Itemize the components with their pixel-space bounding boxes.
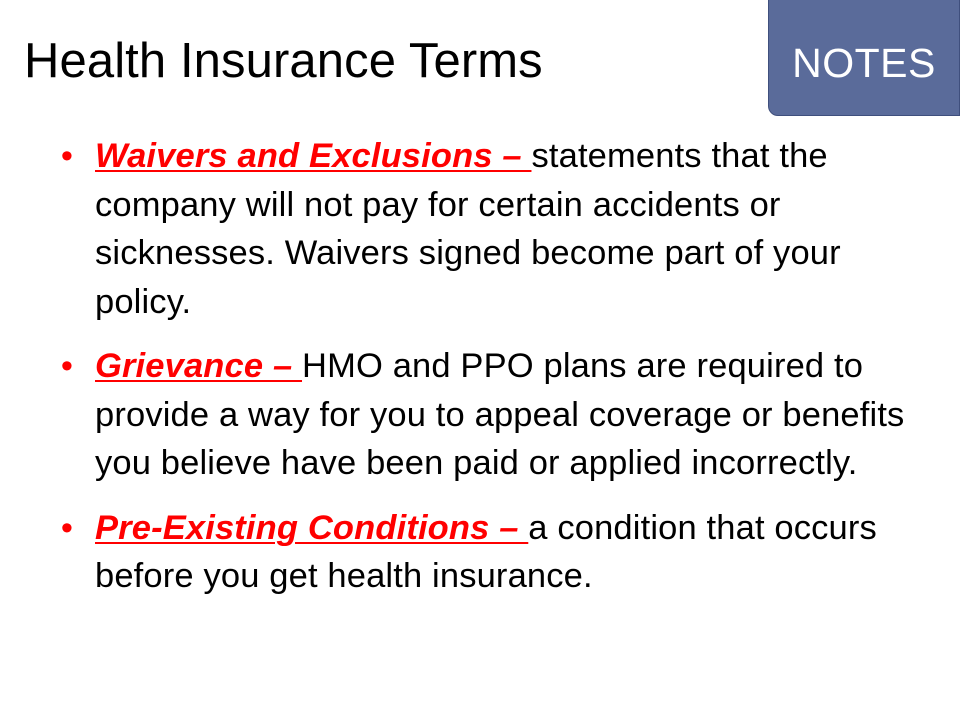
term-pre-existing-conditions: Pre-Existing Conditions –: [95, 508, 529, 547]
definition-grievance: HMO and PPO plans are required to provide a way for you to appeal coverage or benefits you believe have been paid or applied incorrectly.: [95, 347, 905, 482]
definition-pre-existing-conditions: a condition that occurs before you get health insurance.: [95, 508, 877, 595]
notes-tab-label: NOTES: [792, 40, 936, 86]
term-waivers-exclusions: Waivers and Exclusions –: [95, 137, 532, 175]
notes-tab[interactable]: [768, 0, 960, 116]
slide-title: Health Insurance Terms: [24, 34, 543, 88]
bullet-dot-icon: •: [60, 347, 74, 385]
term-grievance: Grievance –: [95, 347, 303, 385]
definition-waivers-exclusions: statements that the company will not pay for certain accidents or sicknesses. Waivers signed become part of your policy.: [95, 137, 841, 321]
bullet-list: [54, 132, 924, 601]
bullet-dot-icon: •: [60, 508, 74, 547]
bullet-dot-icon: •: [60, 137, 74, 175]
bullet-item-waivers-exclusions: [54, 132, 924, 326]
bullet-item-pre-existing-conditions: [54, 504, 924, 601]
bullet-item-grievance: [54, 342, 924, 488]
